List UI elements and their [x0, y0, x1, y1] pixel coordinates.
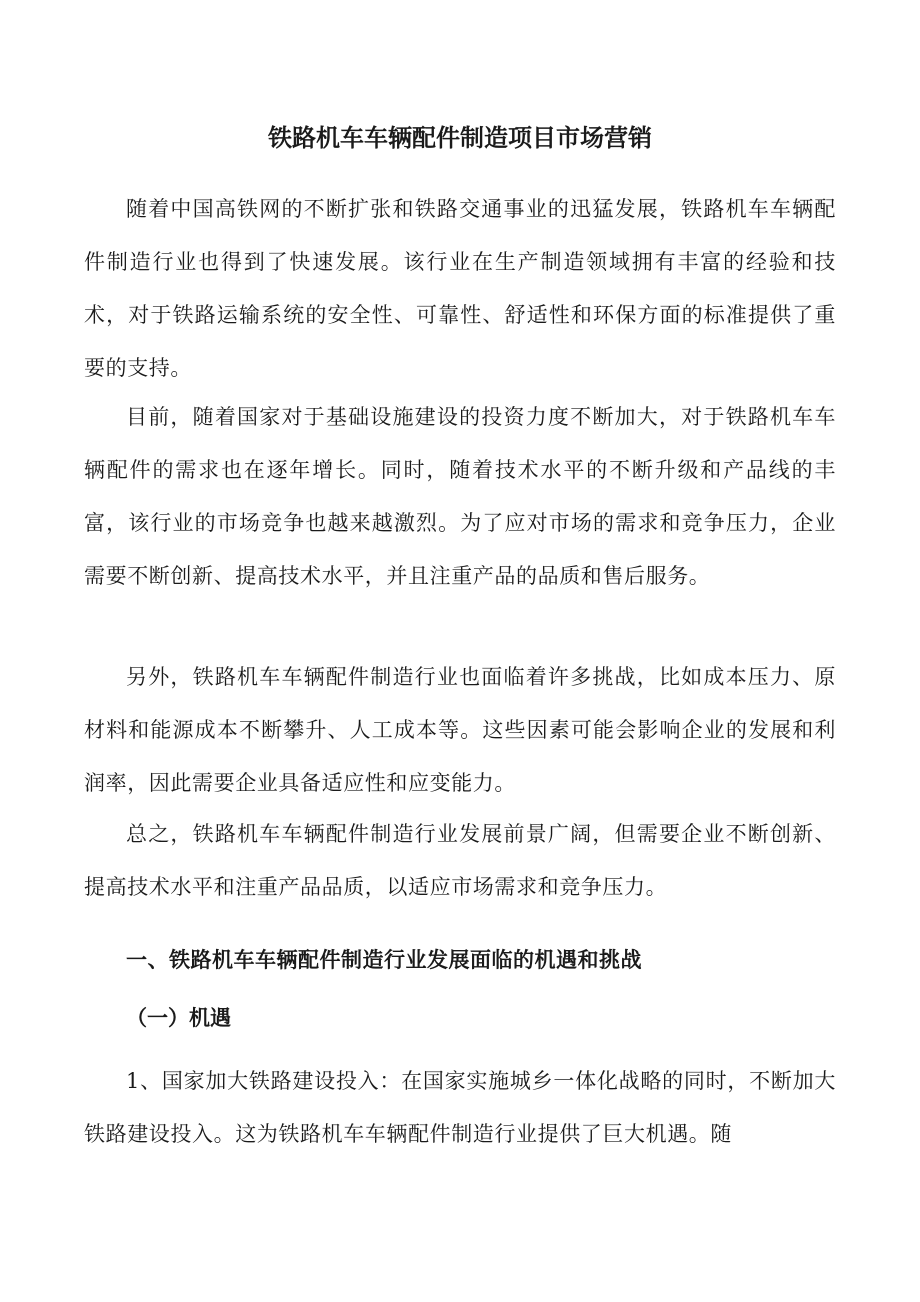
- subsection-heading: （一）机遇: [126, 1005, 231, 1030]
- paragraph-summary: 总之，铁路机车车辆配件制造行业发展前景广阔，但需要企业不断创新、提高技术水平和注重产品品质，以适应市场需求和竞争压力。: [84, 822, 836, 899]
- paragraph-intro: 随着中国高铁网的不断扩张和铁路交通事业的迅猛发展，铁路机车车辆配件制造行业也得到了快速发展。该行业在生产制造领域拥有丰富的经验和技术，对于铁路运输系统的安全性、可靠性、舒适性和环保方面的标准提供了重要的支持。: [84, 197, 836, 380]
- section-heading: 一、铁路机车车辆配件制造行业发展面临的机遇和挑战: [126, 948, 642, 972]
- paragraph-opportunity-1: 1、国家加大铁路建设投入：在国家实施城乡一体化战略的同时，不断加大铁路建设投入。这为铁路机车车辆配件制造行业提供了巨大机遇。随: [84, 1069, 836, 1146]
- document-title: 铁路机车车辆配件制造项目市场营销: [268, 124, 652, 152]
- paragraph-challenges: 另外，铁路机车车辆配件制造行业也面临着许多挑战，比如成本压力、原材料和能源成本不断攀升、人工成本等。这些因素可能会影响企业的发展和利润率，因此需要企业具备适应性和应变能力。: [84, 665, 836, 795]
- paragraph-demand: 目前，随着国家对于基础设施建设的投资力度不断加大，对于铁路机车车辆配件的需求也在逐年增长。同时，随着技术水平的不断升级和产品线的丰富，该行业的市场竞争也越来越激烈。为了应对市场的需求和竞争压力，企业需要不断创新、提高技术水平，并且注重产品的品质和售后服务。: [84, 405, 836, 588]
